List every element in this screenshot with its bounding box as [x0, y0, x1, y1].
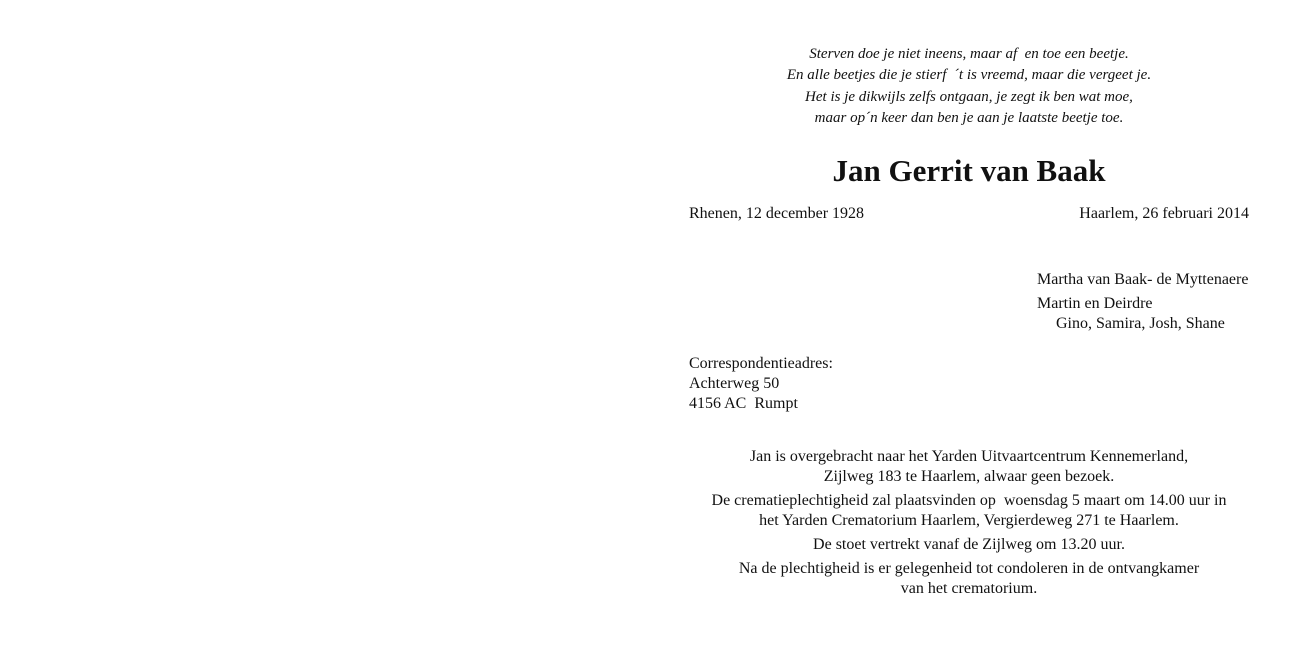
spouse-name: Martha van Baak- de Myttenaere — [1037, 271, 1249, 288]
info-line: De stoet vertrekt vanaf de Zijlweg om 13.20 uur. — [813, 536, 1125, 553]
info-paragraph — [689, 447, 1249, 487]
info-paragraph — [689, 535, 1249, 555]
announcement-page — [689, 44, 1249, 597]
poem-line: En alle beetjes die je stierf ´t is vreemd, maar die vergeet je. — [786, 67, 1152, 84]
birth-date: Rhenen, 12 december 1928 — [689, 205, 865, 223]
info-line: Na de plechtigheid is er gelegenheid tot condoleren in de ontvangkamer — [738, 560, 1200, 577]
info-line: het Yarden Crematorium Haarlem, Vergierdeweg 271 te Haarlem. — [759, 512, 1179, 529]
poem-line: maar op´n keer dan ben je aan je laatste beetje toe. — [814, 109, 1124, 126]
family-block — [1037, 270, 1248, 334]
correspondence-address — [689, 354, 833, 414]
info-line: Zijlweg 183 te Haarlem, alwaar geen bezoek. — [823, 468, 1115, 485]
info-line: Jan is overgebracht naar het Yarden Uitvaartcentrum Kennemerland, — [749, 448, 1189, 465]
address-street: Achterweg 50 — [689, 375, 780, 392]
address-city: 4156 AC Rumpt — [689, 395, 798, 412]
life-dates — [689, 204, 1249, 224]
grandchildren-names: Gino, Samira, Josh, Shane — [1056, 315, 1225, 332]
info-paragraph — [689, 491, 1249, 531]
deceased-name: Jan Gerrit van Baak — [832, 153, 1106, 189]
poem-line: Het is je dikwijls zelfs ontgaan, je zegt ik ben wat moe, — [805, 88, 1133, 105]
info-line: De crematieplechtigheid zal plaatsvinden op woensdag 5 maart om 14.00 uur in — [711, 492, 1227, 509]
children-names: Martin en Deirdre — [1037, 295, 1153, 312]
ceremony-info — [689, 447, 1249, 603]
poem-line: Sterven doe je niet ineens, maar af en toe een beetje. — [809, 46, 1129, 62]
info-paragraph — [689, 559, 1249, 599]
info-line: van het crematorium. — [900, 580, 1038, 597]
death-date: Haarlem, 26 februari 2014 — [1079, 205, 1249, 223]
poem — [689, 44, 1249, 129]
correspondence-label: Correspondentieadres: — [689, 355, 833, 372]
